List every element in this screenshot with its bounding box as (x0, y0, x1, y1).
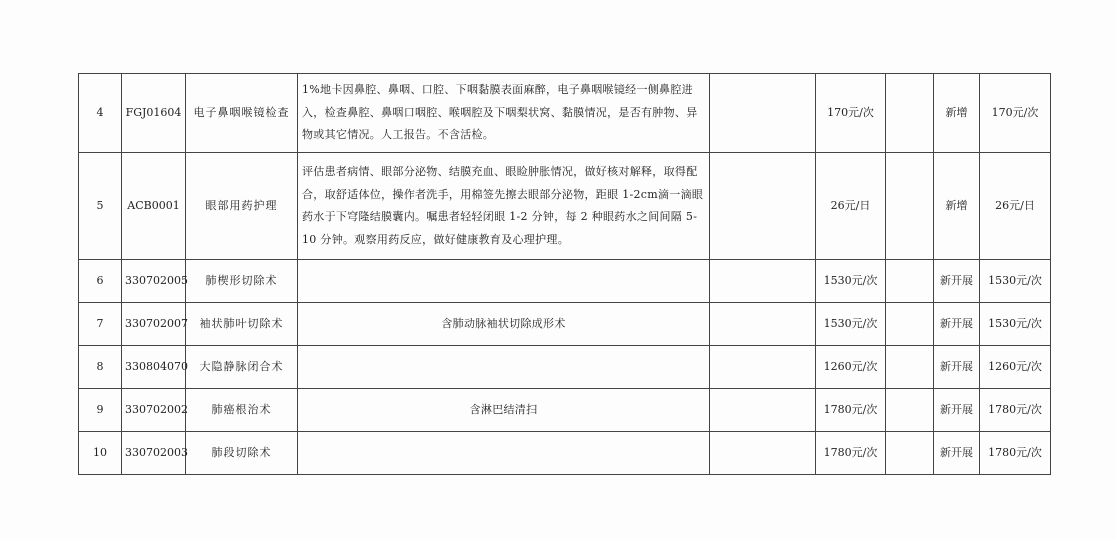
item-name: 肺段切除术 (186, 432, 298, 475)
table-row (79, 389, 1051, 432)
item-blank (886, 303, 934, 346)
item-price: 1780元/次 (816, 432, 886, 475)
table-row (79, 153, 1051, 260)
item-code: 330702007 (122, 303, 186, 346)
table-row (79, 432, 1051, 475)
item-blank (886, 260, 934, 303)
row-number: 5 (79, 153, 122, 260)
row-number: 4 (79, 74, 122, 153)
item-content (298, 432, 710, 475)
item-price: 1780元/次 (816, 389, 886, 432)
item-price: 1260元/次 (816, 346, 886, 389)
item-name: 大隐静脉闭合术 (186, 346, 298, 389)
item-extra (710, 260, 816, 303)
item-type: 新增 (934, 74, 980, 153)
item-price: 1530元/次 (816, 260, 886, 303)
item-price: 170元/次 (816, 74, 886, 153)
item-type: 新开展 (934, 389, 980, 432)
item-name: 肺楔形切除术 (186, 260, 298, 303)
item-blank (886, 389, 934, 432)
item-extra (710, 153, 816, 260)
item-extra (710, 346, 816, 389)
item-code: FGJ01604 (122, 74, 186, 153)
item-price: 26元/日 (816, 153, 886, 260)
item-name: 眼部用药护理 (186, 153, 298, 260)
item-type: 新开展 (934, 303, 980, 346)
item-extra (710, 389, 816, 432)
item-type: 新开展 (934, 432, 980, 475)
item-extra (710, 432, 816, 475)
table-row (79, 346, 1051, 389)
table-row (79, 303, 1051, 346)
item-code: 330702005 (122, 260, 186, 303)
item-name: 电子鼻咽喉镜检查 (186, 74, 298, 153)
item-content: 含肺动脉袖状切除成形术 (298, 303, 710, 346)
item-blank (886, 153, 934, 260)
item-extra (710, 74, 816, 153)
item-code: 330804070 (122, 346, 186, 389)
row-number: 7 (79, 303, 122, 346)
item-price-final: 1780元/次 (980, 389, 1051, 432)
row-number: 6 (79, 260, 122, 303)
row-number: 8 (79, 346, 122, 389)
row-number: 10 (79, 432, 122, 475)
item-price-final: 1530元/次 (980, 260, 1051, 303)
item-content: 1%地卡因鼻腔、鼻咽、口腔、下咽黏膜表面麻醉，电子鼻咽喉镜经一侧鼻腔进入，检查鼻腔、鼻咽口咽腔、喉咽腔及下咽梨状窝、黏膜情况，是否有肿物、异物或其它情况。人工报告。不含活检。 (298, 74, 710, 153)
item-content: 评估患者病情、眼部分泌物、结膜充血、眼睑肿胀情况，做好核对解释，取得配合，取舒适体位，操作者洗手，用棉签先擦去眼部分泌物，距眼 1-2cm滴一滴眼药水于下穹隆结膜囊内。嘱患者轻轻闭眼 1-2 分钟，每 2 种眼药水之间间隔 5-10 分钟。观察用药反应，做好健康教育及心理护理。 (298, 153, 710, 260)
item-blank (886, 346, 934, 389)
item-price-final: 170元/次 (980, 74, 1051, 153)
table-body (79, 74, 1051, 475)
item-blank (886, 74, 934, 153)
item-code: ACB0001 (122, 153, 186, 260)
row-number: 9 (79, 389, 122, 432)
table-row (79, 74, 1051, 153)
item-blank (886, 432, 934, 475)
item-name: 袖状肺叶切除术 (186, 303, 298, 346)
item-content: 含淋巴结清扫 (298, 389, 710, 432)
item-price-final: 1530元/次 (980, 303, 1051, 346)
item-price-final: 26元/日 (980, 153, 1051, 260)
item-code: 330702003 (122, 432, 186, 475)
item-code: 330702002 (122, 389, 186, 432)
item-type: 新开展 (934, 260, 980, 303)
item-type: 新增 (934, 153, 980, 260)
item-content (298, 260, 710, 303)
item-type: 新开展 (934, 346, 980, 389)
pricing-table (78, 73, 1051, 475)
item-price-final: 1260元/次 (980, 346, 1051, 389)
item-price: 1530元/次 (816, 303, 886, 346)
item-price-final: 1780元/次 (980, 432, 1051, 475)
table-row (79, 260, 1051, 303)
item-extra (710, 303, 816, 346)
item-content (298, 346, 710, 389)
item-name: 肺癌根治术 (186, 389, 298, 432)
